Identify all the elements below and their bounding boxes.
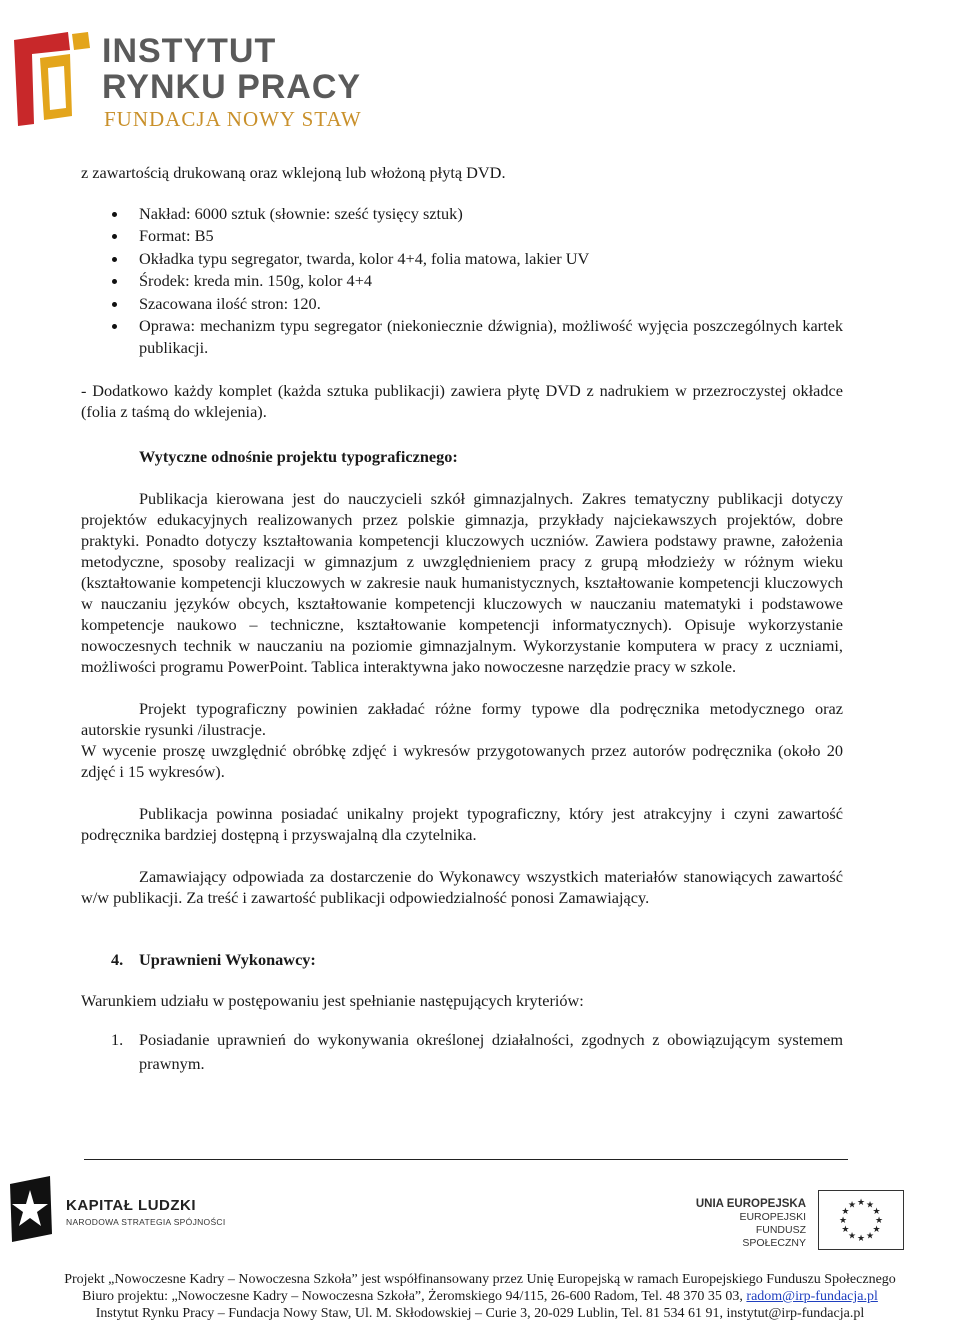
kapital-ludzki-subtitle: NARODOWA STRATEGIA SPÓJNOŚCI [66, 1217, 226, 1227]
eu-line2: EUROPEJSKI [739, 1211, 806, 1223]
logo-title-line1: INSTYTUT [102, 32, 277, 70]
paragraph-audience: Publikacja kierowana jest do nauczycieli szkół gimnazjalnych. Zakres tematyczny publikacji dotyczy projektów edukacyjnych realizowanych przez polskie gimnazja, przykłady najciekawszych projektów, dobre praktyki. Ponadto dotyczy kształtowania kompetencji kluczowych uczniów. Zawiera podstawy prawne, założenia metodyczne, sposoby realizacji w gimnazjum z uwzględnieniem pracy z grupą młodzieży w różnym wieku (kształtowanie kompetencji kluczowych w zakresie nauk humanistycznych, kształtowanie kompetencji kluczowych w nauczaniu języków obcych, kształtowanie kompetencji kluczowych w nauczaniu matematyki i podstawowe kompetencje naukowo – techniczne, kształtowanie kompetencji informatycznych). Opisuje wykorzystanie nowoczesnych technik w nauczaniu na poziomie gimnazjalnym. Wykorzystanie komputera w pracy z uczniami, możliwości programu PowerPoint. Tablica interaktywna jako nowoczesne narzędzie pracy w szkole. [81, 488, 843, 676]
kapital-ludzki-title: KAPITAŁ LUDZKI [66, 1197, 197, 1214]
section-number: 4. [111, 949, 124, 969]
guidelines-heading: Wytyczne odnośnie projektu typograficznego: [139, 446, 458, 466]
institute-logo [10, 28, 370, 140]
section-heading [81, 949, 843, 970]
footer-text [0, 1271, 960, 1322]
list-item: Środek: kreda min. 150g, kolor 4+4 [81, 270, 843, 292]
kapital-ludzki-logo [6, 1176, 236, 1246]
project-email-link[interactable]: radom@irp-fundacja.pl [746, 1289, 878, 1304]
eu-logo [690, 1190, 950, 1249]
eu-star-icon: ★ [865, 1199, 875, 1210]
paragraph-typography: Projekt typograficzny powinien zakładać różne formy typowe dla podręcznika metodycznego oraz autorskie rysunki /ilustracje. [81, 698, 843, 739]
logo-subtitle: FUNDACJA NOWY STAW [104, 107, 362, 131]
footer-line1: Projekt „Nowoczesne Kadry – Nowoczesna Szkoła” jest współfinansowany przez Unię Europejską w ramach Europejskiego Funduszu Społecznego [64, 1272, 896, 1287]
footer-line2 [0, 1288, 960, 1305]
institute-logo-mark-icon [10, 28, 100, 128]
list-item: Szacowana ilość stron: 120. [81, 293, 843, 315]
eu-line1: UNIA EUROPEJSKA [695, 1198, 806, 1210]
specification-list [81, 203, 843, 360]
document-body [81, 162, 843, 1076]
eu-line3: FUNDUSZ SPOŁECZNY [742, 1224, 806, 1249]
list-item: Okładka typu segregator, twarda, kolor 4+4, folia matowa, lakier UV [81, 248, 843, 270]
criteria-intro: Warunkiem udziału w postępowaniu jest spełnianie następujących kryteriów: [81, 990, 584, 1010]
eu-flag-icon [818, 1190, 904, 1250]
eu-star-icon: ★ [841, 1206, 850, 1216]
eu-star-icon: ★ [872, 1224, 881, 1234]
footer-line3: Instytut Rynku Pracy – Fundacja Nowy Staw, Ul. M. Skłodowskiej – Curie 3, 20-029 Lublin, Tel. 81 534 61 91, instytut@irp-fundacja.pl [95, 1306, 865, 1321]
criteria-text: Posiadanie uprawnień do wykonywania określonej działalności, zgodnych z obowiązującym systemem prawnym. [139, 1029, 843, 1073]
logo-title-line2: RYNKU PRACY [102, 68, 362, 106]
section-title: Uprawnieni Wykonawcy: [139, 949, 316, 969]
eu-star-icon: ★ [838, 1215, 848, 1225]
criteria-number: 1. [111, 1029, 124, 1049]
eu-star-icon: ★ [856, 1233, 866, 1243]
eu-star-icon: ★ [865, 1230, 875, 1241]
paragraph-uniqueness: Publikacja powinna posiadać unikalny projekt typograficzny, który jest atrakcyjny i czyni zawartość podręcznika bardziej dostępną i przyswajalną dla czytelnika. [81, 803, 843, 844]
dvd-note: - Dodatkowo każdy komplet (każda sztuka publikacji) zawiera płytę DVD z nadrukiem w przezroczystej okładce (folia z taśmą do wklejenia). [81, 380, 843, 421]
eu-star-icon: ★ [874, 1215, 884, 1225]
eu-text [690, 1198, 806, 1250]
eu-star-icon: ★ [872, 1206, 881, 1216]
paragraph-pricing: W wycenie proszę uwzględnić obróbkę zdjęć i wykresów przygotowanych przez autorów podręcznika (około 20 zdjęć i 15 wykresów). [81, 740, 843, 781]
eu-star-icon: ★ [841, 1224, 850, 1234]
list-item: Format: B5 [81, 225, 843, 247]
eu-star-icon: ★ [856, 1197, 866, 1207]
kapital-ludzki-star-icon [6, 1176, 56, 1242]
list-item: Oprawa: mechanizm typu segregator (niekoniecznie dźwignia), możliwość wyjęcia poszczególnych kartek publikacji. [81, 315, 843, 360]
paragraph-materials: Zamawiający odpowiada za dostarczenie do Wykonawcy wszystkich materiałów stanowiących zawartość w/w publikacji. Za treść i zawartość publikacji odpowiedzialność ponosi Zamawiający. [81, 866, 843, 907]
eu-star-icon: ★ [847, 1230, 857, 1241]
intro-text: z zawartością drukowaną oraz wklejoną lub włożoną płytą DVD. [81, 163, 506, 182]
footer-line2-text: Biuro projektu: „Nowoczesne Kadry – Nowoczesna Szkoła”, Żeromskiego 94/115, 26-600 Radom, Tel. 48 370 35 03, [82, 1289, 747, 1304]
criteria-item [81, 1028, 843, 1076]
footer-divider [84, 1159, 848, 1160]
eu-star-icon: ★ [847, 1199, 857, 1210]
list-item: Nakład: 6000 sztuk (słownie: sześć tysięcy sztuk) [81, 203, 843, 225]
